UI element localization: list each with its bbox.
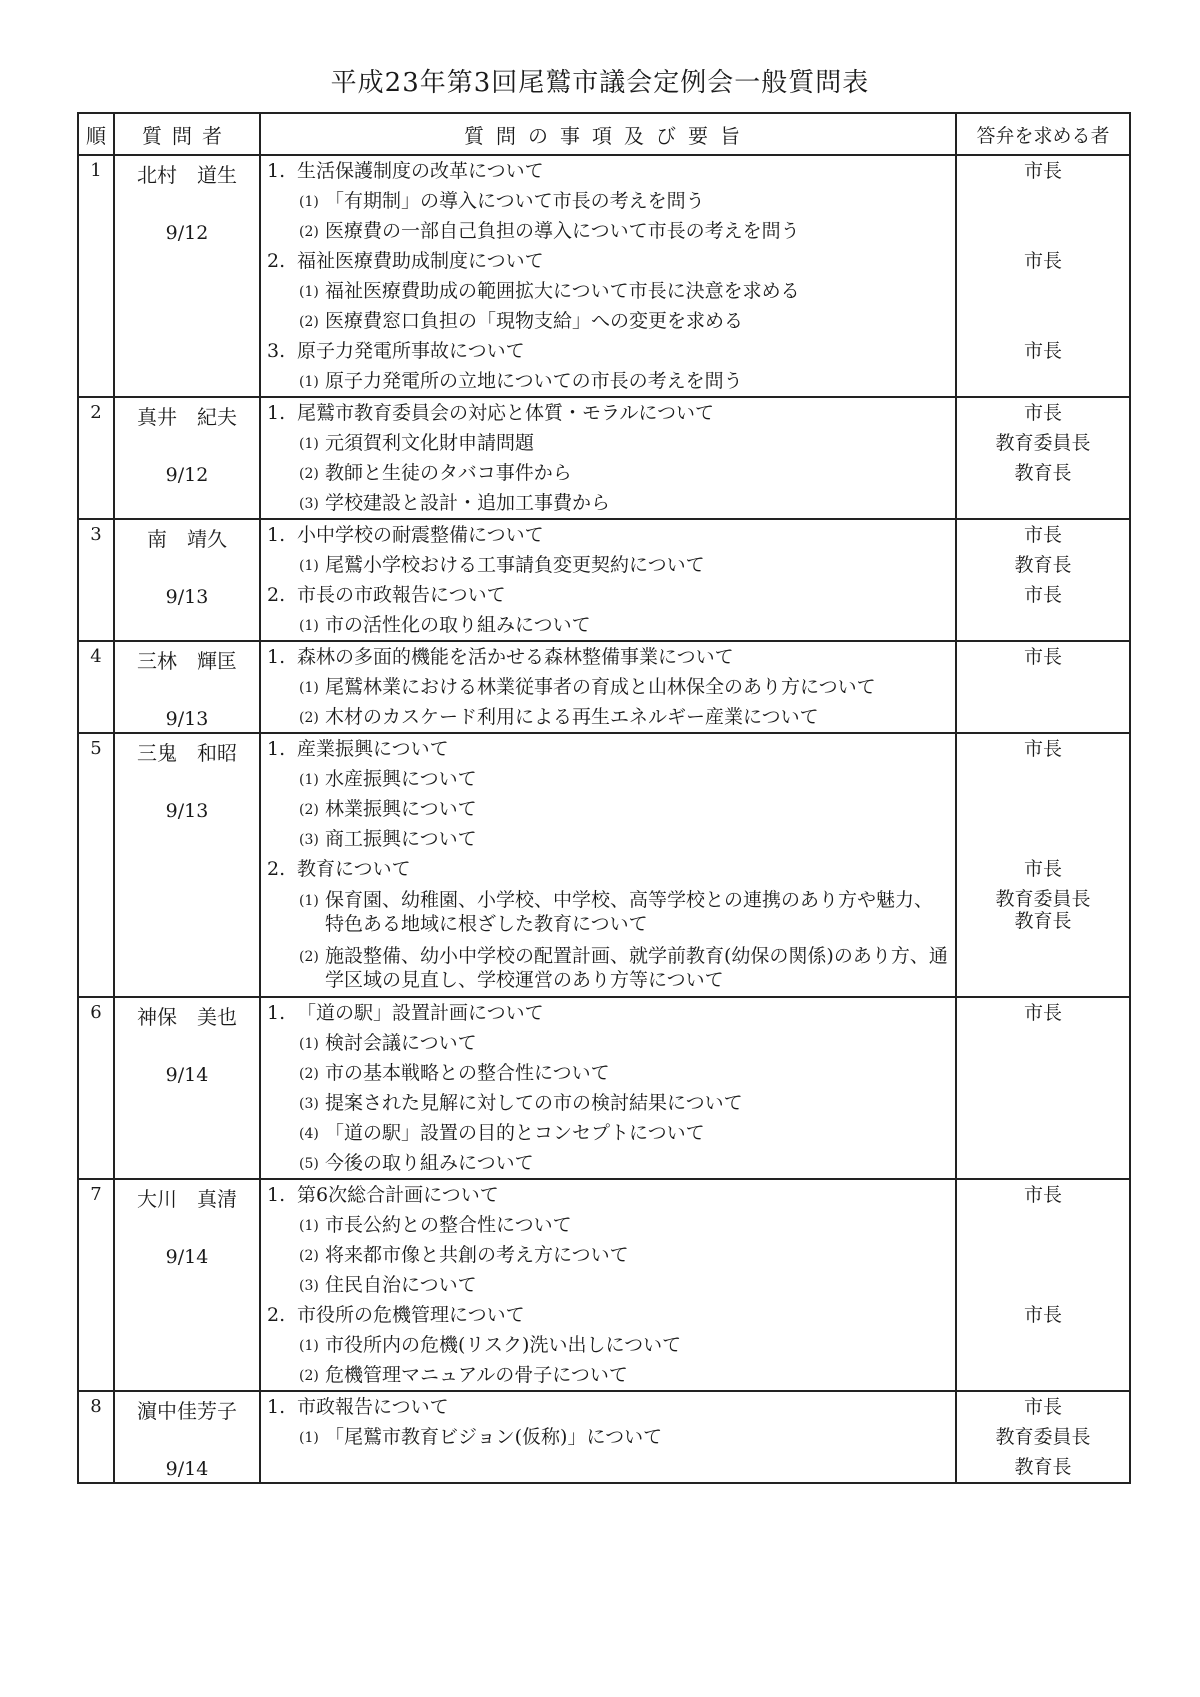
- question-date: 9/12: [165, 464, 209, 486]
- item-number: (1): [299, 1338, 319, 1354]
- answerer: [957, 1270, 1129, 1300]
- question-subitem: [261, 1118, 955, 1148]
- question-topic: [261, 854, 955, 884]
- answerer-cell: [956, 733, 1130, 997]
- question-subitem: [261, 1452, 955, 1482]
- question-subitem: [261, 428, 955, 458]
- question-subitem: [261, 276, 955, 306]
- question-subitem: [261, 1270, 955, 1300]
- answerer: 市長: [1023, 340, 1062, 362]
- row-number: 6: [78, 997, 114, 1179]
- item-text: 教師と生徒のタバコ事件から: [325, 462, 572, 484]
- answerer: 教育長: [1014, 462, 1072, 484]
- question-topic: [261, 398, 955, 428]
- answerer: [957, 276, 1129, 306]
- question-items-cell: [260, 155, 956, 397]
- question-topic: [261, 1180, 955, 1210]
- item-number: (1): [299, 1218, 319, 1234]
- asker-name: 三鬼 和昭: [137, 741, 237, 765]
- answerer: [957, 186, 1129, 216]
- question-items-cell: [260, 519, 956, 641]
- answerer: [957, 794, 1129, 824]
- item-number: 1.: [267, 402, 286, 424]
- asker-name: 三林 輝匡: [137, 649, 237, 673]
- question-items-cell: [260, 733, 956, 997]
- header-answerer: 答弁を求める者: [956, 113, 1130, 155]
- item-text: 施設整備、幼小中学校の配置計画、就学前教育(幼保の関係)のあり方、通学区域の見直し、学校運営のあり方等について: [325, 945, 948, 991]
- answerer: 市長: [1023, 1396, 1062, 1418]
- answerer: [957, 824, 1129, 854]
- table-row: [78, 519, 1130, 641]
- answerer: 市長: [1023, 402, 1062, 424]
- answerer: [957, 672, 1129, 702]
- item-number: 2.: [267, 1304, 286, 1326]
- page-title: 平成23年第3回尾鷲市議会定例会一般質問表: [330, 68, 870, 98]
- answerer-cell: [956, 641, 1130, 733]
- item-text: 森林の多面的機能を活かせる森林整備事業について: [297, 646, 734, 668]
- asker-name: 真井 紀夫: [137, 405, 237, 429]
- answerer: 市長: [1023, 646, 1062, 668]
- question-items-cell: [260, 397, 956, 519]
- item-number: (2): [299, 949, 319, 965]
- item-number: 1.: [267, 1002, 286, 1024]
- item-number: 2.: [267, 250, 286, 272]
- question-subitem: [261, 1028, 955, 1058]
- item-text: 林業振興について: [325, 798, 477, 820]
- answerer: 市長: [1023, 160, 1062, 182]
- question-subitem: [261, 550, 955, 580]
- item-number: 1.: [267, 524, 286, 546]
- item-text: 医療費の一部自己負担の導入について市長の考えを問う: [325, 220, 800, 242]
- table-row: [78, 1179, 1130, 1391]
- item-text: 市長の市政報告について: [297, 584, 506, 606]
- item-number: (1): [299, 680, 319, 696]
- item-number: 2.: [267, 584, 286, 606]
- question-date: 9/14: [165, 1246, 209, 1268]
- answerer: [957, 1148, 1129, 1178]
- item-number: (1): [299, 893, 319, 909]
- question-subitem: [261, 1088, 955, 1118]
- item-text: 提案された見解に対しての市の検討結果について: [325, 1092, 743, 1114]
- question-date: 9/13: [165, 708, 209, 730]
- answerer: [957, 1088, 1129, 1118]
- item-text: 市の活性化の取り組みについて: [325, 614, 591, 636]
- question-subitem: [261, 940, 955, 996]
- asker-name: 北村 道生: [137, 163, 237, 187]
- row-number: 3: [78, 519, 114, 641]
- question-date: 9/12: [165, 222, 209, 244]
- answerer: 市長: [1023, 1002, 1062, 1024]
- asker-cell: [114, 733, 260, 997]
- item-number: (2): [299, 1066, 319, 1082]
- item-text: [325, 1456, 331, 1478]
- item-text: 市長公約との整合性について: [325, 1214, 572, 1236]
- item-number: (2): [299, 466, 319, 482]
- item-text: 住民自治について: [325, 1274, 477, 1296]
- item-number: 2.: [267, 858, 286, 880]
- question-items-cell: [260, 641, 956, 733]
- question-date: 9/13: [165, 586, 209, 608]
- item-number: (2): [299, 314, 319, 330]
- item-number: (3): [299, 1096, 319, 1112]
- header-no: 順: [78, 113, 114, 155]
- question-subitem: [261, 1240, 955, 1270]
- item-number: (3): [299, 1278, 319, 1294]
- item-number: (1): [299, 558, 319, 574]
- item-number: (1): [299, 436, 319, 452]
- asker-cell: [114, 397, 260, 519]
- item-text: 尾鷲小学校おける工事請負変更契約について: [325, 554, 705, 576]
- question-items-cell: [260, 1391, 956, 1483]
- item-text: 市役所の危機管理について: [297, 1304, 525, 1326]
- question-subitem: [261, 794, 955, 824]
- item-text: 「道の駅」設置の目的とコンセプトについて: [325, 1122, 705, 1144]
- question-subitem: [261, 1148, 955, 1178]
- item-number: (3): [299, 832, 319, 848]
- answerer: [957, 1118, 1129, 1148]
- table-row: [78, 733, 1130, 997]
- asker-cell: [114, 155, 260, 397]
- asker-cell: [114, 997, 260, 1179]
- item-text: 尾鷲林業における林業従事者の育成と山林保全のあり方について: [325, 676, 876, 698]
- answerer: 教育長: [1014, 1456, 1072, 1478]
- question-topic: [261, 734, 955, 764]
- answerer: 教育委員長: [995, 432, 1091, 454]
- answerer: [957, 1360, 1129, 1390]
- item-text: 教育について: [297, 858, 411, 880]
- item-number: 1.: [267, 1396, 286, 1418]
- item-text: 「有期制」の導入について市長の考えを問う: [325, 190, 705, 212]
- question-subitem: [261, 216, 955, 246]
- question-subitem: [261, 702, 955, 732]
- item-number: (1): [299, 1430, 319, 1446]
- row-number: 7: [78, 1179, 114, 1391]
- item-text: 原子力発電所事故について: [297, 340, 525, 362]
- answerer-cell: [956, 397, 1130, 519]
- row-number: 8: [78, 1391, 114, 1483]
- question-topic: [261, 1300, 955, 1330]
- answerer: 市長: [1023, 738, 1062, 760]
- header-asker: 質問者: [114, 113, 260, 155]
- answerer: 市長: [1023, 524, 1062, 546]
- item-number: (2): [299, 802, 319, 818]
- question-topic: [261, 520, 955, 550]
- answerer: [957, 366, 1129, 396]
- item-text: 小中学校の耐震整備について: [297, 524, 544, 546]
- item-text: 木材のカスケード利用による再生エネルギー産業について: [325, 706, 819, 728]
- item-number: 1.: [267, 646, 286, 668]
- question-topic: [261, 1392, 955, 1422]
- item-text: 生活保護制度の改革について: [297, 160, 544, 182]
- answerer: [957, 1330, 1129, 1360]
- header-row: [78, 113, 1130, 155]
- question-subitem: [261, 306, 955, 336]
- item-text: 医療費窓口負担の「現物支給」への変更を求める: [325, 310, 744, 332]
- question-items-cell: [260, 997, 956, 1179]
- answerer: 教育長: [1014, 554, 1072, 576]
- answerer-cell: [956, 1391, 1130, 1483]
- item-number: (2): [299, 1368, 319, 1384]
- question-subitem: [261, 366, 955, 396]
- answerer: 市長: [1023, 250, 1062, 272]
- asker-name: 南 靖久: [147, 527, 227, 551]
- asker-name: 大川 真清: [137, 1187, 237, 1211]
- answerer-cell: [956, 519, 1130, 641]
- question-subitem: [261, 764, 955, 794]
- answerer: [957, 610, 1129, 640]
- item-text: 「尾鷲市教育ビジョン(仮称)」について: [325, 1426, 663, 1448]
- question-date: 9/14: [165, 1064, 209, 1086]
- question-topic: [261, 642, 955, 672]
- question-topic: [261, 156, 955, 186]
- question-subitem: [261, 458, 955, 488]
- item-number: (2): [299, 710, 319, 726]
- answerer: [957, 702, 1129, 732]
- item-text: 保育園、幼稚園、小学校、中学校、高等学校との連携のあり方や魅力、特色ある地域に根ざした教育について: [325, 889, 934, 935]
- table-row: [78, 155, 1130, 397]
- answerer: 市長: [1023, 584, 1062, 606]
- question-topic: [261, 246, 955, 276]
- question-date: 9/13: [165, 800, 209, 822]
- item-text: 市の基本戦略との整合性について: [325, 1062, 610, 1084]
- item-text: 市役所内の危機(リスク)洗い出しについて: [325, 1334, 682, 1356]
- question-table: [77, 112, 1131, 1484]
- answerer: 市長: [1023, 1184, 1062, 1206]
- item-number: (3): [299, 496, 319, 512]
- asker-name: 神保 美也: [137, 1005, 237, 1029]
- item-text: 学校建設と設計・追加工事費から: [325, 492, 611, 514]
- item-text: 第6次総合計画について: [297, 1184, 499, 1206]
- asker-cell: [114, 641, 260, 733]
- answerer: 市長: [1023, 1304, 1062, 1326]
- item-number: (1): [299, 194, 319, 210]
- answerer: [957, 216, 1129, 246]
- item-number: 1.: [267, 1184, 286, 1206]
- question-subitem: [261, 824, 955, 854]
- question-subitem: [261, 1360, 955, 1390]
- item-number: (1): [299, 1036, 319, 1052]
- answerer: [957, 488, 1129, 518]
- item-number: (1): [299, 618, 319, 634]
- item-text: 福祉医療費助成制度について: [297, 250, 544, 272]
- item-number: (2): [299, 224, 319, 240]
- question-date: 9/14: [165, 1458, 209, 1480]
- item-text: 検討会議について: [325, 1032, 477, 1054]
- item-text: 市政報告について: [297, 1396, 449, 1418]
- question-subitem: [261, 610, 955, 640]
- answerer: [957, 764, 1129, 794]
- item-text: 産業振興について: [297, 738, 449, 760]
- row-number: 4: [78, 641, 114, 733]
- item-text: 元須賀利文化財申請問題: [325, 432, 535, 454]
- item-text: 今後の取り組みについて: [325, 1152, 534, 1174]
- item-text: 福祉医療費助成の範囲拡大について市長に決意を求める: [325, 280, 800, 302]
- asker-cell: [114, 1179, 260, 1391]
- item-number: 1.: [267, 738, 286, 760]
- answerer: [957, 1058, 1129, 1088]
- item-text: 水産振興について: [325, 768, 477, 790]
- item-number: (4): [299, 1126, 319, 1142]
- question-topic: [261, 998, 955, 1028]
- question-topic: [261, 580, 955, 610]
- question-topic: [261, 336, 955, 366]
- question-subitem: [261, 884, 955, 940]
- item-number: (1): [299, 374, 319, 390]
- answerer: 教育委員長 教育長: [995, 888, 1091, 932]
- item-text: 「道の駅」設置計画について: [297, 1002, 544, 1024]
- asker-name: 濵中佳芳子: [137, 1399, 237, 1423]
- header-items: 質問の事項及び要旨: [260, 113, 956, 155]
- item-text: 危機管理マニュアルの骨子について: [325, 1364, 628, 1386]
- item-text: 将来都市像と共創の考え方について: [325, 1244, 629, 1266]
- table-row: [78, 997, 1130, 1179]
- answerer: 市長: [1023, 858, 1062, 880]
- row-number: 2: [78, 397, 114, 519]
- answerer: 教育委員長: [995, 1426, 1091, 1448]
- item-number: (5): [299, 1156, 319, 1172]
- item-number: 1.: [267, 160, 286, 182]
- row-number: 1: [78, 155, 114, 397]
- question-subitem: [261, 1422, 955, 1452]
- asker-cell: [114, 1391, 260, 1483]
- item-text: 原子力発電所の立地についての市長の考えを問う: [325, 370, 743, 392]
- question-subitem: [261, 1330, 955, 1360]
- question-items-cell: [260, 1179, 956, 1391]
- item-text: 商工振興について: [325, 828, 477, 850]
- question-subitem: [261, 672, 955, 702]
- table-row: [78, 1391, 1130, 1483]
- table-row: [78, 397, 1130, 519]
- question-subitem: [261, 1058, 955, 1088]
- item-text: 尾鷲市教育委員会の対応と体質・モラルについて: [297, 402, 715, 424]
- item-number: (1): [299, 284, 319, 300]
- question-subitem: [261, 1210, 955, 1240]
- table-row: [78, 641, 1130, 733]
- asker-cell: [114, 519, 260, 641]
- item-number: (1): [299, 772, 319, 788]
- answerer-cell: [956, 155, 1130, 397]
- question-subitem: [261, 488, 955, 518]
- answerer: [957, 1028, 1129, 1058]
- item-number: 3.: [267, 340, 286, 362]
- answerer-cell: [956, 997, 1130, 1179]
- item-number: (2): [299, 1248, 319, 1264]
- answerer: [957, 940, 1129, 996]
- question-subitem: [261, 186, 955, 216]
- answerer: [957, 1240, 1129, 1270]
- answerer: [957, 306, 1129, 336]
- answerer-cell: [956, 1179, 1130, 1391]
- answerer: [957, 1210, 1129, 1240]
- row-number: 5: [78, 733, 114, 997]
